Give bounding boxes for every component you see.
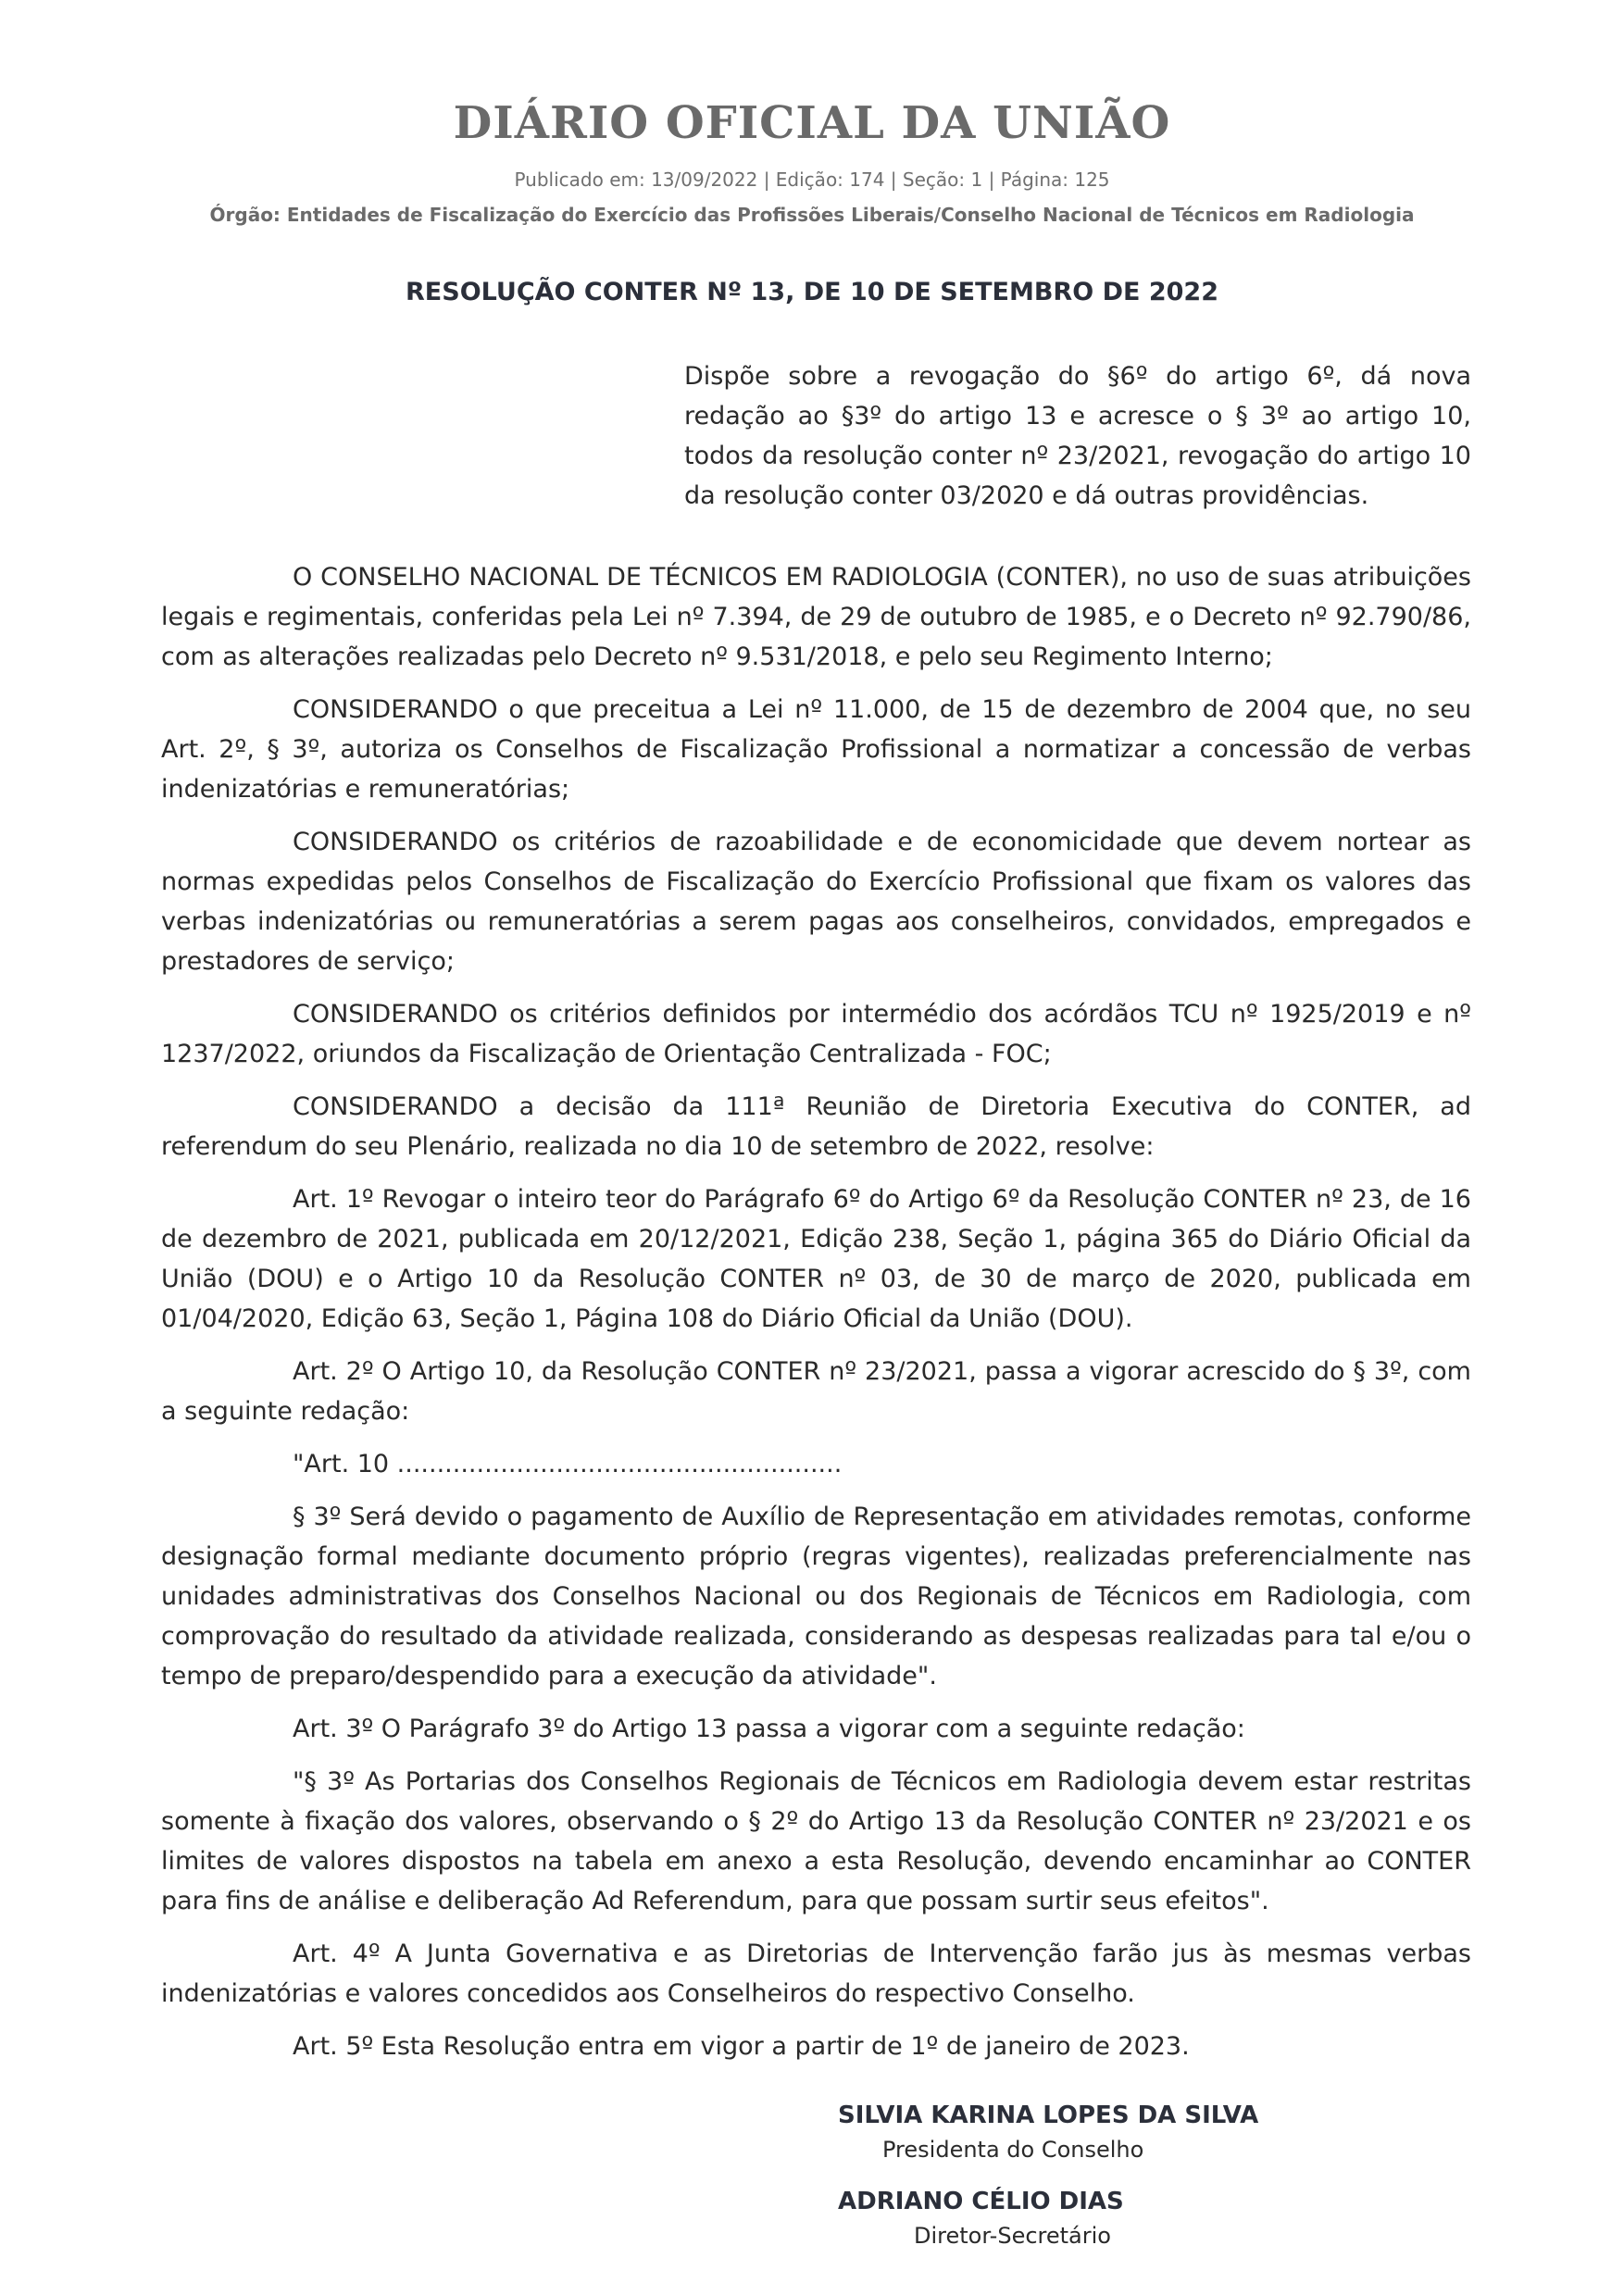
masthead-title: DIÁRIO OFICIAL DA UNIÃO xyxy=(453,97,1171,149)
article-10-quote: "Art. 10 ........................................................ xyxy=(293,1450,843,1478)
considerando-paragraph: CONSIDERANDO a decisão da 111ª Reunião de Diretoria Executiva do CONTER, ad referendum do seu Plenário, realizada no dia 10 de setembro de 2022, resolve: xyxy=(161,1092,1471,1161)
publication-info: Publicado em: 13/09/2022 | Edição: 174 | Seção: 1 | Página: 125 xyxy=(514,168,1110,191)
signatory-role: Presidenta do Conselho xyxy=(882,2137,1144,2163)
considerando-paragraph: CONSIDERANDO o que preceitua a Lei nº 11.000, de 15 de dezembro de 2004 que, no seu Art. 2º, § 3º, autoriza os Conselhos de Fiscalização Profissional a normatizar a concessão de verbas indenizatórias e remuneratórias; xyxy=(161,695,1471,804)
signature-block xyxy=(838,2188,1393,2249)
article-3-quote: "§ 3º As Portarias dos Conselhos Regionais de Técnicos em Radiologia devem estar restritas somente à fixação dos valores, observando o § 2º do Artigo 13 da Resolução CONTER nº 23/2021 e os limites de valores dispostos na tabela em anexo a esta Resolução, devendo encaminhar ao CONTER para fins de análise e deliberação Ad Referendum, para que possam surtir seus efeitos". xyxy=(161,1767,1471,1915)
signature-block xyxy=(838,2102,1393,2163)
signatory-name: ADRIANO CÉLIO DIAS xyxy=(838,2188,1124,2215)
signatory-name: SILVIA KARINA LOPES DA SILVA xyxy=(838,2102,1259,2129)
article-5: Art. 5º Esta Resolução entra em vigor a partir de 1º de janeiro de 2023. xyxy=(293,2032,1190,2061)
issuing-organ: Órgão: Entidades de Fiscalização do Exercício das Profissões Liberais/Conselho Nacional de Técnicos em Radiologia xyxy=(209,204,1415,226)
considerando-paragraph: CONSIDERANDO os critérios de razoabilidade e de economicidade que devem nortear as normas expedidas pelos Conselhos de Fiscalização do Exercício Profissional que fixam os valores das verbas indenizatórias ou remuneratórias a serem pagas aos conselheiros, convidados, empregados e prestadores de serviço; xyxy=(161,828,1471,976)
considerando-paragraph: CONSIDERANDO os critérios definidos por intermédio dos acórdãos TCU nº 1925/2019 e nº 1237/2022, oriundos da Fiscalização de Orientação Centralizada - FOC; xyxy=(161,1000,1471,1068)
article-3: Art. 3º O Parágrafo 3º do Artigo 13 passa a vigorar com a seguinte redação: xyxy=(293,1715,1245,1743)
article-2: Art. 2º O Artigo 10, da Resolução CONTER nº 23/2021, passa a vigorar acrescido do § 3º, com a seguinte redação: xyxy=(161,1357,1471,1426)
preamble-paragraph: O CONSELHO NACIONAL DE TÉCNICOS EM RADIOLOGIA (CONTER), no uso de suas atribuições legais e regimentais, conferidas pela Lei nº 7.394, de 29 de outubro de 1985, e o Decreto nº 92.790/86, com as alterações realizadas pelo Decreto nº 9.531/2018, e pelo seu Regimento Interno; xyxy=(161,563,1471,671)
ementa: Dispõe sobre a revogação do §6º do artigo 6º, dá nova redação ao §3º do artigo 13 e acresce o § 3º ao artigo 10, todos da resolução conter nº 23/2021, revogação do artigo 10 da resolução conter 03/2020 e dá outras providências. xyxy=(684,362,1471,510)
resolution-title: RESOLUÇÃO CONTER Nº 13, DE 10 DE SETEMBRO DE 2022 xyxy=(406,278,1218,306)
article-1: Art. 1º Revogar o inteiro teor do Parágrafo 6º do Artigo 6º da Resolução CONTER nº 23, de 16 de dezembro de 2021, publicada em 20/12/2021, Edição 238, Seção 1, página 365 do Diário Oficial da União (DOU) e o Artigo 10 da Resolução CONTER nº 03, de 30 de março de 2020, publicada em 01/04/2020, Edição 63, Seção 1, Página 108 do Diário Oficial da União (DOU). xyxy=(161,1185,1471,1333)
signatory-role: Diretor-Secretário xyxy=(914,2223,1111,2249)
resolution-body xyxy=(161,557,1471,2079)
article-4: Art. 4º A Junta Governativa e as Diretorias de Intervenção farão jus às mesmas verbas indenizatórias e valores concedidos aos Conselheiros do respectivo Conselho. xyxy=(161,1940,1471,2008)
paragraph-3-text: § 3º Será devido o pagamento de Auxílio de Representação em atividades remotas, conforme designação formal mediante documento próprio (regras vigentes), realizadas preferencialmente nas unidades administrativas dos Conselhos Nacional ou dos Regionais de Técnicos em Radiologia, com comprovação do resultado da atividade realizada, considerando as despesas realizadas para tal e/ou o tempo de preparo/despendido para a execução da atividade". xyxy=(161,1503,1471,1690)
